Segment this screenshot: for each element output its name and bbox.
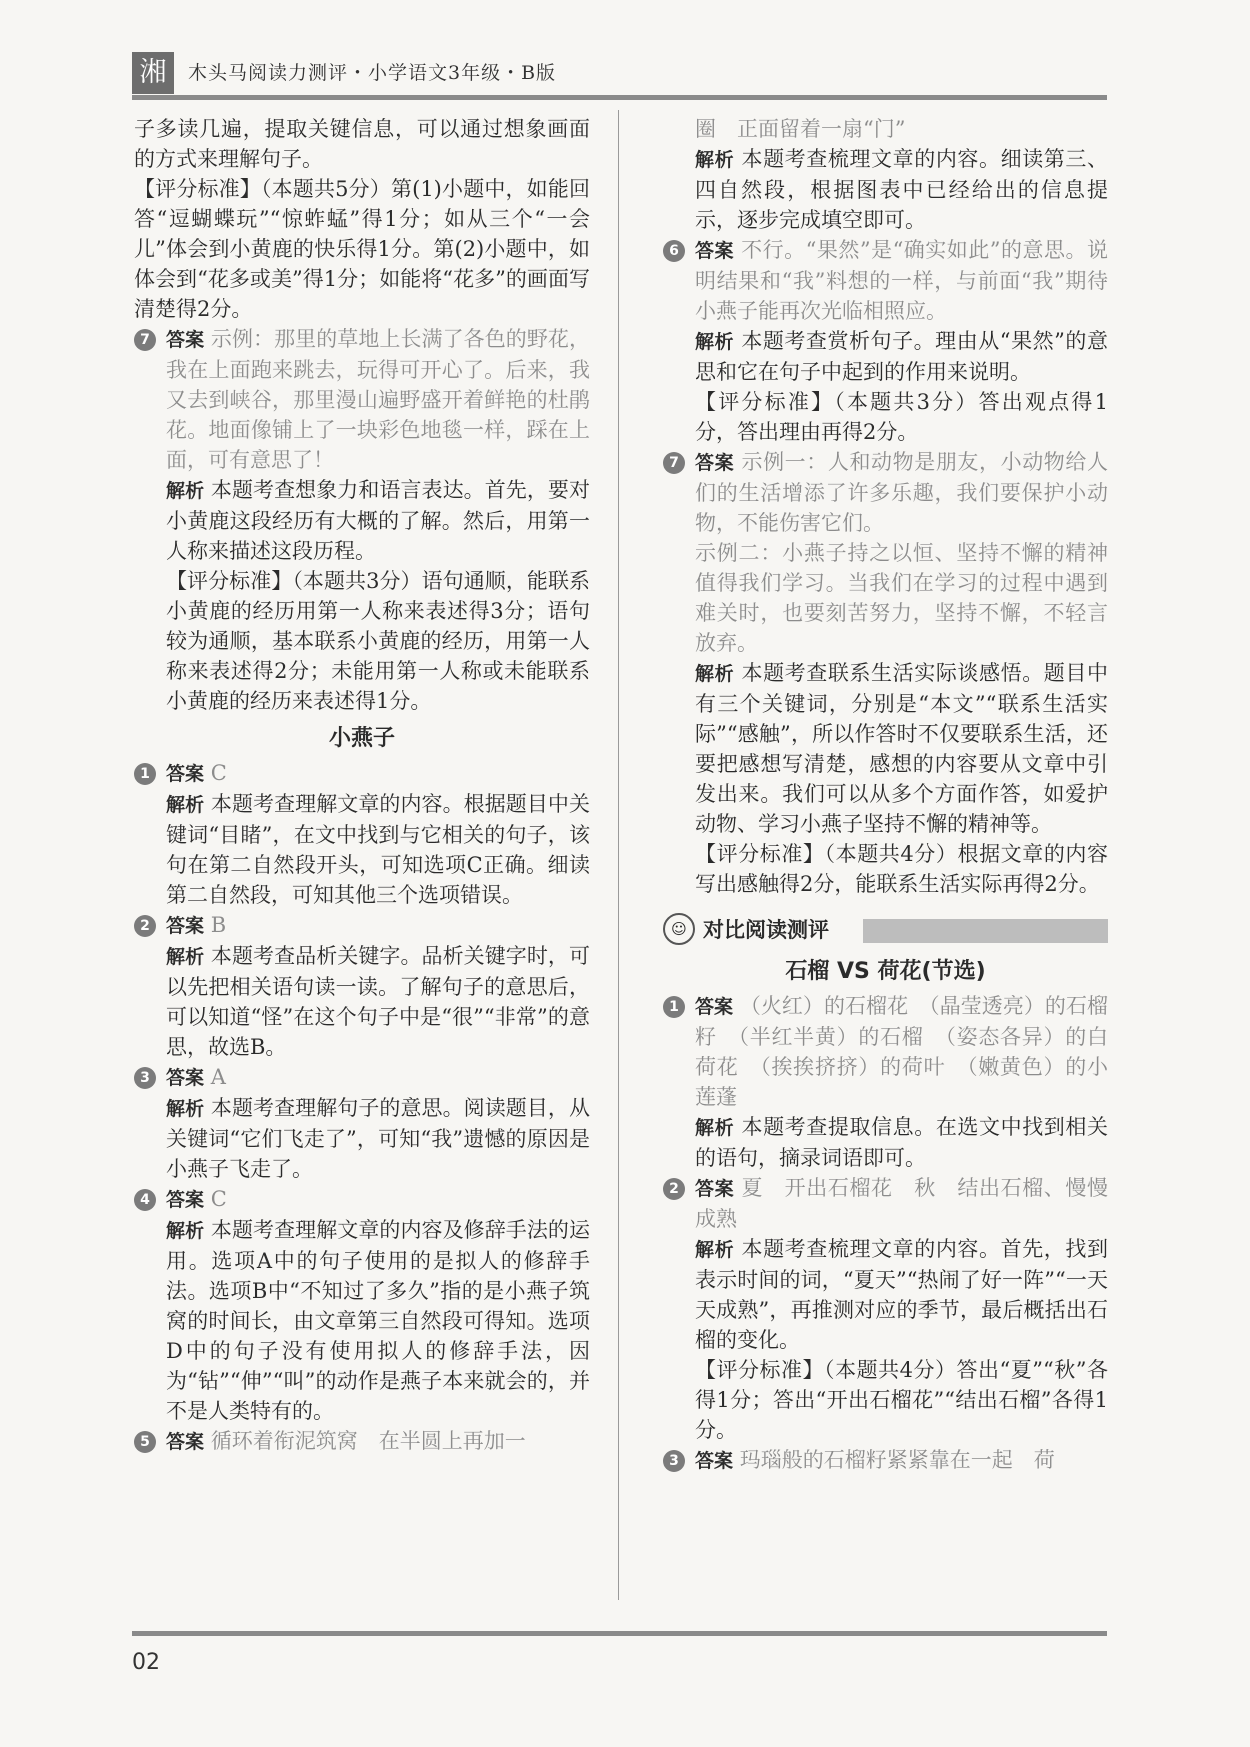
column-divider — [618, 110, 619, 1600]
answer-text: C — [210, 761, 227, 785]
answer-label: 答案 — [166, 763, 205, 785]
comparison-question-3-block — [663, 1445, 1108, 1476]
answer-text: 示例：那里的草地上长满了各色的野花，我在上面跑来跳去，玩得可开心了。后来，我又去到峡谷，那里漫山遍野盛开着鲜艳的杜鹃花。地面像铺上了一块彩色地毯一样，踩在上面，可有意思了！ — [166, 327, 590, 472]
analysis-text: 本题考查品析关键字。品析关键字时，可以先把相关语句读一读。了解句子的意思后，可以知道“怪”在这个句子中是“很”“非常”的意思，故选B。 — [166, 944, 590, 1059]
question-1-block — [134, 758, 590, 910]
answer-label: 答案 — [166, 329, 205, 351]
question-number: 7 — [663, 452, 685, 474]
analysis-label: 解析 — [695, 1239, 735, 1261]
analysis-label: 解析 — [695, 1117, 735, 1139]
left-column — [134, 114, 590, 1457]
question-number: 7 — [134, 329, 156, 351]
question-5-block — [134, 1426, 590, 1457]
analysis-text: 本题考查提取信息。在选文中找到相关的语句，摘录词语即可。 — [695, 1115, 1108, 1170]
question-number: 4 — [134, 1189, 156, 1211]
question-number: 3 — [663, 1450, 685, 1472]
comparative-reading-banner — [663, 913, 1108, 949]
book-title: 木头马阅读力测评・小学语文3年级・B版 — [188, 62, 557, 84]
analysis-label: 解析 — [166, 794, 205, 816]
analysis-text: 本题考查理解句子的意思。阅读题目，从关键词“它们飞走了”，可知“我”遗憾的原因是小燕子飞走了。 — [166, 1096, 590, 1181]
answer-text: 循环着衔泥筑窝 在半圆上再加一 — [210, 1429, 526, 1453]
answer-label: 答案 — [695, 1450, 734, 1472]
score-criteria: 【评分标准】（本题共3分）语句通顺，能联系小黄鹿的经历用第一人称来表述得3分；语句较为通顺，基本联系小黄鹿的经历，用第一人称来表述得2分；未能用第一人称或未能联系小黄鹿的经历来表述得1分。 — [166, 569, 590, 713]
question-2-block — [134, 910, 590, 1062]
analysis-label: 解析 — [166, 480, 205, 502]
answer-example-2: 示例二：小燕子持之以恒、坚持不懈的精神值得我们学习。当我们在学习的过程中遇到难关时，也要刻苦努力，坚持不懈，不轻言放弃。 — [695, 541, 1108, 655]
analysis-label: 解析 — [695, 663, 735, 685]
analysis-text: 本题考查联系生活实际谈感悟。题目中有三个关键词，分别是“本文”“联系生活实际”“感触”，所以作答时不仅要联系生活，还要把感想写清楚，感想的内容要从文章中引发出来。我们可以从多个方面作答，如爱护动物、学习小燕子坚持不懈的精神等。 — [695, 661, 1108, 836]
analysis-label: 解析 — [166, 1098, 205, 1120]
footer-rule — [132, 1631, 1107, 1636]
page-header — [132, 52, 1107, 96]
comparison-question-1-block — [663, 991, 1108, 1173]
question-number: 1 — [663, 996, 685, 1018]
section-title: 小燕子 — [328, 726, 395, 751]
answer-label: 答案 — [166, 1431, 205, 1453]
answer-text: A — [210, 1065, 226, 1089]
answer-label: 答案 — [166, 1067, 205, 1089]
question-number: 6 — [663, 240, 685, 262]
question-7-block — [663, 447, 1108, 899]
analysis-label: 解析 — [166, 946, 205, 968]
analysis-text: 本题考查梳理文章的内容。首先，找到表示时间的词，“夏天”“热闹了好一阵”“一天天成熟”，再推测对应的季节，最后概括出石榴的变化。 — [695, 1237, 1108, 1352]
section-title: 石榴 VS 荷花(节选) — [785, 959, 986, 984]
answer-label: 答案 — [695, 996, 734, 1018]
question-number: 1 — [134, 763, 156, 785]
answer-label: 答案 — [166, 915, 205, 937]
series-logo: 湘 — [132, 52, 174, 94]
question-number: 2 — [663, 1178, 685, 1200]
answer-text: 夏 开出石榴花 秋 结出石榴、慢慢成熟 — [695, 1176, 1108, 1231]
banner-title: 对比阅读测评 — [703, 918, 829, 942]
page-number: 02 — [132, 1650, 160, 1675]
answer-example-1: 示例一：人和动物是朋友，小动物给人们的生活增添了许多乐趣，我们要保护小动物，不能伤害它们。 — [695, 450, 1108, 535]
answer-text: B — [210, 913, 227, 937]
question-7-block — [134, 324, 590, 716]
analysis-label: 解析 — [695, 149, 735, 171]
reader-mascot-icon: ☺ — [663, 913, 695, 945]
analysis-label: 解析 — [695, 331, 735, 353]
question-6-block — [663, 235, 1108, 447]
comparison-question-2-block — [663, 1173, 1108, 1445]
question-number: 5 — [134, 1431, 156, 1453]
analysis-text: 本题考查赏析句子。理由从“果然”的意思和它在句子中起到的作用来说明。 — [695, 329, 1108, 384]
answer-text: C — [210, 1187, 227, 1211]
right-column — [663, 114, 1108, 1476]
banner-bar — [863, 919, 1108, 943]
answer-label: 答案 — [695, 240, 734, 262]
score-criteria: 【评分标准】（本题共4分）根据文章的内容写出感触得2分，能联系生活实际再得2分。 — [695, 842, 1108, 896]
analysis-text: 本题考查理解文章的内容及修辞手法的运用。选项A中的句子使用的是拟人的修辞手法。选项B中“不知过了多久”指的是小燕子筑窝的时间长，由文章第三自然段可得知。选项D中的句子没有使用拟人的修辞手法，因为“钻”“伸”“叫”的动作是燕子本来就会的，并不是人类特有的。 — [166, 1218, 590, 1423]
analysis-label: 解析 — [166, 1220, 205, 1242]
score-criteria: 【评分标准】（本题共3分）答出观点得1分，答出理由再得2分。 — [695, 390, 1108, 444]
answer-text: 玛瑙般的石榴籽紧紧靠在一起 荷 — [739, 1448, 1055, 1472]
header-rule — [132, 95, 1107, 100]
answer-label: 答案 — [695, 1178, 735, 1200]
question-4-block — [134, 1184, 590, 1426]
score-criteria: 【评分标准】（本题共4分）答出“夏”“秋”各得1分；答出“开出石榴花”“结出石榴”各得1分。 — [695, 1358, 1108, 1442]
question-number: 2 — [134, 915, 156, 937]
answer-label: 答案 — [166, 1189, 205, 1211]
question-3-block — [134, 1062, 590, 1184]
answer-label: 答案 — [695, 452, 735, 474]
answer-text: （火红）的石榴花 （晶莹透亮）的石榴籽 （半红半黄）的石榴 （姿态各异）的白荷花 （挨挨挤挤）的荷叶 （嫩黄色）的小莲蓬 — [695, 994, 1108, 1109]
analysis-text: 本题考查想象力和语言表达。首先，要对小黄鹿这段经历有大概的了解。然后，用第一人称来描述这段历程。 — [166, 478, 590, 563]
analysis-text: 本题考查梳理文章的内容。细读第三、四自然段，根据图表中已经给出的信息提示，逐步完成填空即可。 — [695, 147, 1108, 232]
answer-text: 不行。“果然”是“确实如此”的意思。说明结果和“我”料想的一样，与前面“我”期待小燕子能再次光临相照应。 — [695, 238, 1108, 323]
answer-continued: 圈 正面留着一扇“门” — [695, 117, 906, 141]
score-criteria: 【评分标准】（本题共5分）第(1)小题中，如能回答“逗蝴蝶玩”“惊蚱蜢”得1分；如从三个“一会儿”体会到小黄鹿的快乐得1分。第(2)小题中，如体会到“花多或美”得1分；如能将“花多”的画面写清楚得2分。 — [134, 177, 590, 321]
question-number: 3 — [134, 1067, 156, 1089]
analysis-text: 本题考查理解文章的内容。根据题目中关键词“目睹”，在文中找到与它相关的句子，该句在第二自然段开头，可知选项C正确。细读第二自然段，可知其他三个选项错误。 — [166, 792, 590, 907]
intro-text: 子多读几遍，提取关键信息，可以通过想象画面的方式来理解句子。 — [134, 117, 590, 171]
